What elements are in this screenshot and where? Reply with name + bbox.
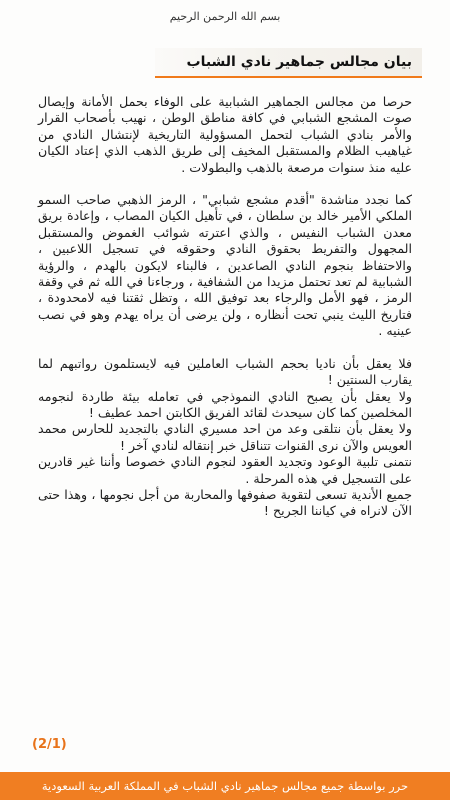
footer-text: حرر بواسطة جميع مجالس جماهير نادي الشباب في المملكة العربية السعودية [41, 779, 409, 793]
paragraph-clubs: جميع الأندية تسعى لتقوية صفوفها والمحاربة من أجل نجومها ، وهذا حتى الآن لانراه في كياننا الجريح ! [38, 486, 412, 519]
paragraph-contracts: نتمنى تلبية الوعود وتجديد العقود لنجوم النادي خصوصا وأننا غير قادرين على التسجيل في هذه المرحلة . [38, 454, 412, 486]
title-bar [155, 48, 422, 78]
paragraph-captain: ولا يعقل بأن يصبح النادي النموذجي في تعامله بيئة طاردة لنجومه المخلصين كما كان سيحدث لقائد الفريق الكابتن احمد عطيف ! [38, 388, 412, 420]
paragraph-goalkeeper: ولا يعقل بأن نتلقى وعد من احد مسيري النادي بالتجديد للحارس محمد العويس والآن نرى القنوات تتناقل خبر إنتقاله لنادي آخر ! [38, 421, 412, 453]
paragraph-appeal: كما نجدد مناشدة "أقدم مشجع شبابي" ، الرمز الذهبي صاحب السمو الملكي الأمير خالد بن سلطان ، في تأهيل الكيان المصاب ، وإعادة بريق معدن الشباب النفيس ، والذي اعترته شوائب الغموض والمستقبل المجهول والتفريط بحقوق النادي وحقوقه في تسجيل اللاعبين ، والاحتفاظ بنجوم النادي الصاعدين ، فالبناء لايكون بالهدم ، والرؤية الشبابية لم تعد تحتمل مزيدا من الشفافية ، ورجاءنا في الله ثم في وقفة الرمز ، فهو الأمل والرجاء بعد توفيق الله ، وتظل ثقتنا فيه لامحدودة ، فتاريخ الليث ينبي تحت أنظاره ، ولن يرضى أن يراه يهدم وهو في نصب عينيه . [38, 192, 412, 339]
paragraph-intro: حرصا من مجالس الجماهير الشبابية على الوفاء بحمل الأمانة وإيصال صوت المشجع الشبابي في كافة مناطق الوطن ، نهيب بأصحاب القرار والأمر بنادي الشباب لتحمل المسؤولية التاريخية لإنتشال النادي من غياهيب الظلام والمستقبل المخيف إلى طريق الذهب الذي إعتاد الكيان عليه منذ سنوات مرصعة بالذهب والبطولات . [38, 94, 412, 175]
page-title: بيان مجالس جماهير نادي الشباب [186, 54, 412, 70]
basmala: بسم الله الرحمن الرحيم [169, 10, 281, 23]
paragraph-salaries: فلا يعقل بأن ناديا بحجم الشباب العاملين فيه لايستلمون رواتبهم لما يقارب السنتين ! [38, 355, 412, 388]
footer-bar [0, 772, 450, 800]
statement-body [38, 94, 412, 520]
page-number: (2/1) [32, 737, 67, 752]
